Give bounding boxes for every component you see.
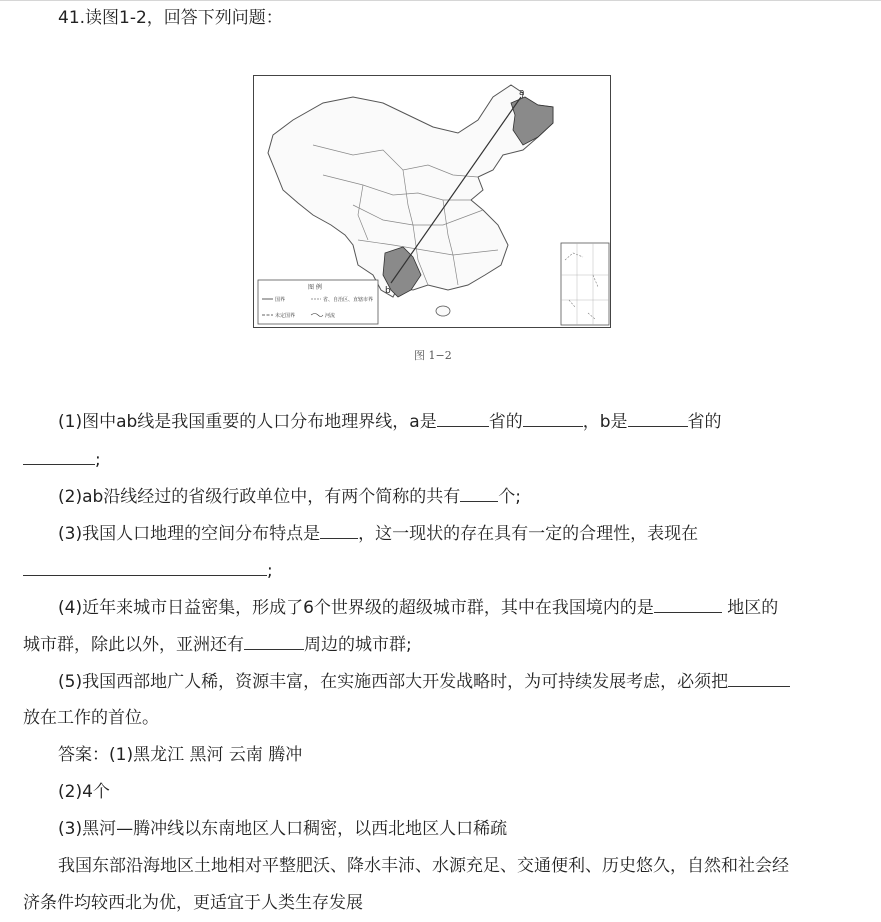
q5-text-a: (5)我国西部地广人稀，资源丰富，在实施西部大开发战略时，为可持续发展考虑，必须把: [58, 672, 729, 692]
question-5: [58, 669, 790, 694]
question-1: [58, 409, 722, 434]
question-2: [58, 484, 521, 509]
q3-text-b: ，这一现状的存在具有一定的合理性，表现在: [358, 524, 699, 544]
q1-end: ;: [95, 450, 101, 470]
question-1-cont: [23, 447, 101, 472]
question-3: [58, 521, 698, 546]
q1-text-b: 省的: [488, 412, 523, 432]
q2-blank[interactable]: [460, 484, 498, 502]
q3-text-a: (3)我国人口地理的空间分布特点是: [58, 524, 321, 544]
label-b: b: [385, 286, 391, 296]
q3-blank-2[interactable]: [23, 558, 267, 576]
question-4-cont: [23, 632, 412, 657]
q2-text-a: (2)ab沿线经过的省级行政单位中，有两个简称的共有: [58, 487, 461, 507]
q1-text-c: ，b是: [582, 412, 628, 432]
q3-end: ;: [267, 561, 273, 581]
q5-blank[interactable]: [728, 669, 790, 687]
answer-3-detail-cont: 济条件均较西北为优，更适宜于人类生存发展: [23, 893, 363, 913]
south-china-sea-inset: [561, 243, 609, 325]
legend-item-province: 省、自治区、直辖市界: [323, 297, 374, 303]
q4-blank-1[interactable]: [654, 595, 722, 613]
q1-blank-2[interactable]: [523, 409, 583, 427]
legend-item-river: 河流: [325, 313, 336, 319]
question-3-cont: [23, 558, 273, 583]
q1-text-a: (1)图中ab线是我国重要的人口分布地理界线，a是: [58, 412, 437, 432]
answer-3-detail: 我国东部沿海地区土地相对平整肥沃、降水丰沛、水源充足、交通便利、历史悠久，自然和社会经: [58, 856, 789, 876]
question-4: [58, 595, 778, 620]
legend-title: 图 例: [308, 284, 322, 291]
q2-text-b: 个;: [498, 487, 522, 507]
legend-item-undetermined: 未定国界: [275, 313, 296, 319]
answer-1: 答案：(1)黑龙江 黑河 云南 腾冲: [58, 745, 303, 765]
top-divider: [0, 0, 881, 1]
q1-text-d: 省的: [687, 412, 722, 432]
question-5-cont: [23, 706, 159, 730]
q4-text-a: (4)近年来城市日益密集，形成了6个世界级的超级城市群，其中在我国境内的是: [58, 598, 654, 618]
legend-item-border: 国界: [275, 297, 286, 303]
q5-text-b: 放在工作的首位。: [23, 708, 159, 728]
q1-blank-3[interactable]: [628, 409, 688, 427]
map-legend: [258, 280, 378, 324]
answer-3: (3)黑河—腾冲线以东南地区人口稠密，以西北地区人口稀疏: [58, 819, 508, 839]
q4-text-c: 城市群，除此以外，亚洲还有: [23, 635, 244, 655]
q4-text-d: 周边的城市群;: [304, 635, 412, 655]
q3-blank-1[interactable]: [320, 521, 358, 539]
china-map-figure: [253, 75, 611, 328]
answer-2: (2)4个: [58, 782, 110, 802]
q1-blank-4[interactable]: [23, 447, 95, 465]
question-title: 41.读图1-2，回答下列问题：: [58, 8, 283, 28]
figure-caption: 图 1−2: [414, 349, 452, 362]
label-a: a: [519, 88, 525, 98]
q1-blank-1[interactable]: [437, 409, 489, 427]
q4-text-b: 地区的: [721, 598, 779, 618]
q4-blank-2[interactable]: [244, 632, 304, 650]
